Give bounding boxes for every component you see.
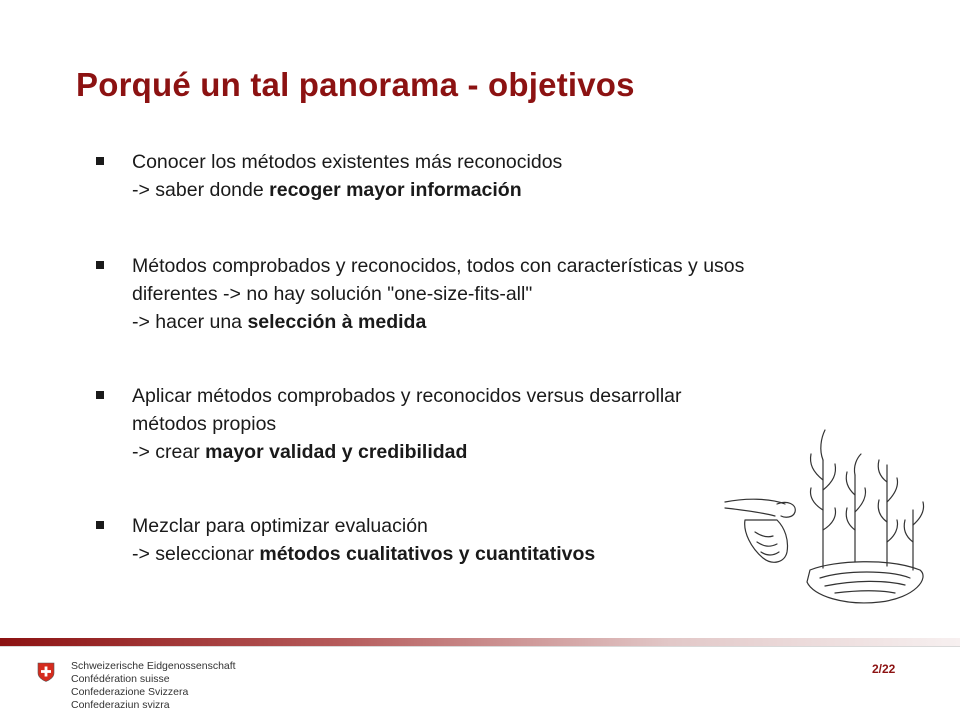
footer-divider	[0, 646, 960, 647]
page-number: 2/22	[872, 662, 896, 676]
bullet-text: Conocer los métodos existentes más reconocidos -> saber donde recoger mayor información	[132, 151, 563, 201]
seedlings-hand-illustration	[715, 420, 940, 620]
bullet-text: Métodos comprobados y reconocidos, todos con características y usos diferentes -> no hay solución "one-size-fits-all" -> hacer una selección à medida	[132, 255, 745, 333]
footer-accent-bar	[0, 638, 960, 646]
bullet-square-icon	[96, 391, 104, 399]
bullet-text: Aplicar métodos comprobados y reconocidos versus desarrollar métodos propios -> crear mayor validad y credibilidad	[132, 385, 682, 463]
swiss-flag-icon	[36, 662, 56, 682]
bullet-square-icon	[96, 261, 104, 269]
confederation-wordmark: Schweizerische Eidgenossenschaft Confédération suisse Confederazione Svizzera Confederaziun svizra	[71, 660, 236, 711]
bullet-text: Mezclar para optimizar evaluación -> seleccionar métodos cualitativos y cuantitativos	[132, 515, 596, 565]
bullet-square-icon	[96, 157, 104, 165]
bullet-square-icon	[96, 521, 104, 529]
slide-title: Porqué un tal panorama - objetivos	[76, 66, 635, 103]
